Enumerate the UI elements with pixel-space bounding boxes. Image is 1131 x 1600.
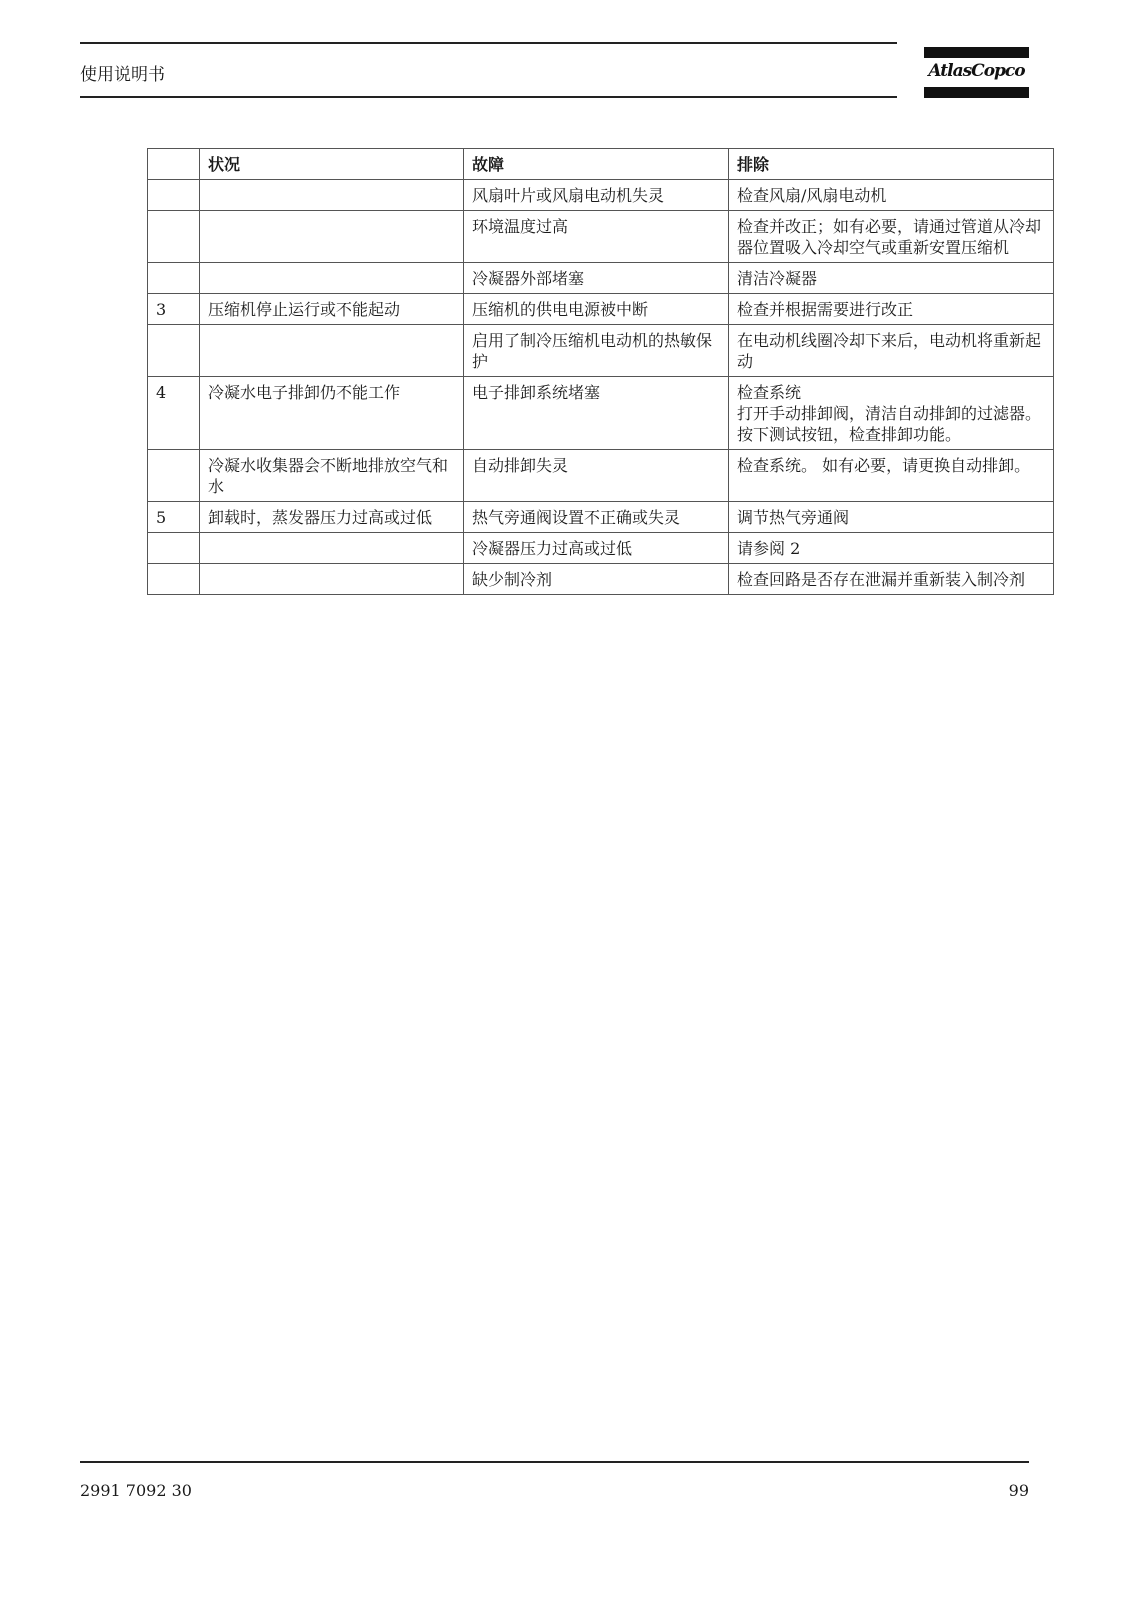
col-header-number bbox=[148, 149, 200, 180]
fault-cell: 风扇叶片或风扇电动机失灵 bbox=[464, 180, 729, 211]
col-header-condition: 状况 bbox=[200, 149, 464, 180]
remedy-cell bbox=[729, 263, 1054, 294]
row-number: 4 bbox=[148, 377, 200, 450]
table-row bbox=[148, 564, 1054, 595]
table-header-row bbox=[148, 149, 1054, 180]
table-row bbox=[148, 502, 1054, 533]
fault-cell: 冷凝器压力过高或过低 bbox=[464, 533, 729, 564]
logo-top-bar bbox=[924, 47, 1029, 58]
row-number: 3 bbox=[148, 294, 200, 325]
page-number: 99 bbox=[1008, 1481, 1029, 1500]
table-row bbox=[148, 377, 1054, 450]
fault-cell: 自动排卸失灵 bbox=[464, 450, 729, 502]
remedy-cell bbox=[729, 180, 1054, 211]
condition-cell bbox=[200, 263, 464, 294]
table-body bbox=[148, 180, 1054, 595]
condition-cell bbox=[200, 180, 464, 211]
row-number bbox=[148, 211, 200, 263]
troubleshooting-table bbox=[147, 148, 1054, 595]
remedy-line: 检查回路是否存在泄漏并重新装入制冷剂 bbox=[737, 570, 1026, 589]
header-bottom-rule bbox=[80, 96, 897, 98]
fault-cell: 缺少制冷剂 bbox=[464, 564, 729, 595]
row-number bbox=[148, 533, 200, 564]
condition-cell bbox=[200, 325, 464, 377]
table-row bbox=[148, 263, 1054, 294]
atlas-copco-logo bbox=[924, 47, 1029, 98]
fault-cell: 热气旁通阀设置不正确或失灵 bbox=[464, 502, 729, 533]
remedy-cell bbox=[729, 211, 1054, 263]
row-number: 5 bbox=[148, 502, 200, 533]
condition-cell bbox=[200, 533, 464, 564]
remedy-cell bbox=[729, 450, 1054, 502]
fault-cell: 压缩机的供电电源被中断 bbox=[464, 294, 729, 325]
fault-cell: 环境温度过高 bbox=[464, 211, 729, 263]
remedy-line: 请参阅 2 bbox=[737, 539, 801, 558]
row-number bbox=[148, 263, 200, 294]
condition-cell bbox=[200, 211, 464, 263]
fault-cell: 电子排卸系统堵塞 bbox=[464, 377, 729, 450]
row-number bbox=[148, 180, 200, 211]
remedy-line: 打开手动排卸阀，清洁自动排卸的过滤器。 按下测试按钮，检查排卸功能。 bbox=[737, 404, 1042, 444]
row-number bbox=[148, 450, 200, 502]
fault-cell: 启用了制冷压缩机电动机的热敏保护 bbox=[464, 325, 729, 377]
remedy-line: 检查系统。 如有必要，请更换自动排卸。 bbox=[737, 456, 1031, 475]
remedy-cell bbox=[729, 325, 1054, 377]
fault-cell: 冷凝器外部堵塞 bbox=[464, 263, 729, 294]
remedy-cell bbox=[729, 533, 1054, 564]
condition-cell bbox=[200, 564, 464, 595]
remedy-line: 检查系统 bbox=[737, 383, 802, 402]
table-row bbox=[148, 533, 1054, 564]
remedy-cell bbox=[729, 564, 1054, 595]
table-row bbox=[148, 211, 1054, 263]
table-row bbox=[148, 450, 1054, 502]
footer-rule bbox=[80, 1461, 1029, 1463]
document-number: 2991 7092 30 bbox=[80, 1481, 192, 1500]
table-row bbox=[148, 325, 1054, 377]
remedy-line: 检查并根据需要进行改正 bbox=[737, 300, 914, 319]
remedy-line: 调节热气旁通阀 bbox=[737, 508, 850, 527]
logo-bottom-bar bbox=[924, 87, 1029, 98]
remedy-cell bbox=[729, 377, 1054, 450]
logo-wordmark: AtlasCopco bbox=[928, 61, 1025, 81]
remedy-line: 清洁冷凝器 bbox=[737, 269, 818, 288]
remedy-cell bbox=[729, 294, 1054, 325]
remedy-line: 检查风扇/风扇电动机 bbox=[737, 186, 887, 205]
remedy-line: 检查并改正；如有必要，请通过管道从冷却器位置吸入冷却空气或重新安置压缩机 bbox=[737, 217, 1042, 257]
table-row bbox=[148, 294, 1054, 325]
condition-cell: 冷凝水收集器会不断地排放空气和水 bbox=[200, 450, 464, 502]
col-header-fault: 故障 bbox=[464, 149, 729, 180]
page-header-title: 使用说明书 bbox=[80, 65, 165, 85]
remedy-line: 在电动机线圈冷却下来后，电动机将重新起动 bbox=[737, 331, 1042, 371]
row-number bbox=[148, 325, 200, 377]
row-number bbox=[148, 564, 200, 595]
remedy-cell bbox=[729, 502, 1054, 533]
table-row bbox=[148, 180, 1054, 211]
condition-cell: 卸载时，蒸发器压力过高或过低 bbox=[200, 502, 464, 533]
condition-cell: 压缩机停止运行或不能起动 bbox=[200, 294, 464, 325]
header-top-rule bbox=[80, 42, 897, 44]
condition-cell: 冷凝水电子排卸仍不能工作 bbox=[200, 377, 464, 450]
col-header-remedy: 排除 bbox=[729, 149, 1054, 180]
